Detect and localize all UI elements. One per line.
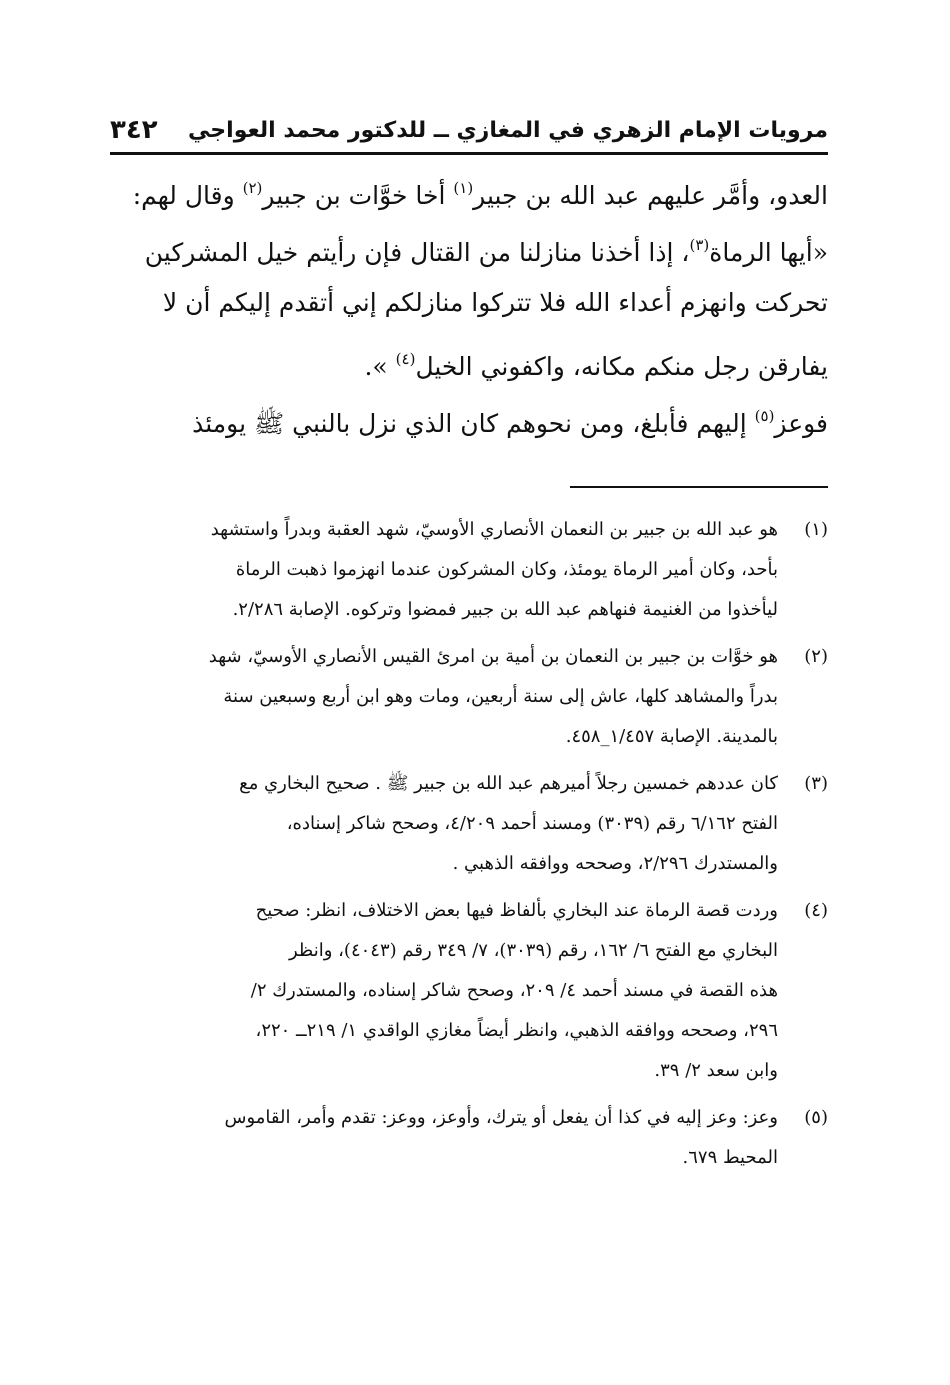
page-number: ٣٤٢ [110,115,158,145]
footnote-text [110,764,778,884]
footnote-number: (٤) [804,900,828,921]
footnote-line: وعز: وعز إليه في كذا أن يفعل أو يترك، وأوعز، ووعز: تقدم وأمر، القاموس [224,1107,778,1128]
running-header [110,108,828,155]
footnote-text [110,637,778,757]
footnote-marker: (٥) [754,407,775,425]
header-title: مرويات الإمام الزهري في المغازي ــ للدكتور محمد العواجي [188,117,828,143]
footnote-line: هو خوَّات بن جبير بن النعمان بن أمية بن امرئ القيس الأنصاري الأوسيّ، شهد [208,646,778,667]
footnotes [110,510,828,1185]
footnote-1 [110,510,828,630]
text-segment: إليهم فأبلغ، ومن نحوهم كان الذي نزل بالنبي ﷺ يومئذ [192,409,755,438]
footnote-number: (٥) [804,1107,828,1128]
footnote-number: (٣) [804,773,828,794]
footnote-line: وابن سعد ٢/ ٣٩. [654,1060,778,1081]
text-segment: ، إذا أخذنا منازلنا من القتال فإن رأيتم خيل المشركين [144,238,690,267]
footnote-text [110,1098,778,1178]
footnote-line: بالمدينة. الإصابة ١/٤٥٧_٤٥٨. [565,726,778,747]
footnote-line: كان عددهم خمسين رجلاً أميرهم عبد الله بن جبير ﷺ . صحيح البخاري مع [239,773,778,794]
footnote-marker: (٣) [689,236,710,254]
text-line [110,331,828,388]
footnote-line: المحيط ٦٧٩. [682,1147,778,1168]
footnote-line: بأحد، وكان أمير الرماة يومئذ، وكان المشركون عندما انهزموا ذهبت الرماة [235,559,778,580]
footnote-text [110,510,778,630]
text-segment: «أيها الرماة [709,238,828,267]
footnote-divider [570,486,828,488]
text-segment: ». [364,352,396,381]
footnote-number: (٢) [804,646,828,667]
footnote-line: وردت قصة الرماة عند البخاري بألفاظ فيها بعض الاختلاف، انظر: صحيح [255,900,778,921]
footnote-number: (١) [804,519,828,540]
footnote-line: ليأخذوا من الغنيمة فنهاهم عبد الله بن جبير فمضوا وتركوه. الإصابة ٢/٢٨٦. [232,599,778,620]
text-segment: وقال لهم: [132,181,243,210]
footnote-line: البخاري مع الفتح ٦/ ١٦٢، رقم (٣٠٣٩)، ٧/ ٣٤٩ رقم (٤٠٤٣)، وانظر [289,940,778,961]
footnote-line: هذه القصة في مسند أحمد ٤/ ٢٠٩، وصحح شاكر إسناده، والمستدرك ٢/ [250,980,778,1001]
text-line [110,160,828,217]
footnote-line: والمستدرك ٢/٢٩٦، وصححه ووافقه الذهبي . [452,853,778,874]
text-line [110,217,828,274]
footnote-line: هو عبد الله بن جبير بن النعمان الأنصاري الأوسيّ، شهد العقبة وبدراً واستشهد [210,519,778,540]
text-line [110,274,828,331]
footnote-3 [110,764,828,884]
footnote-marker: (١) [453,179,474,197]
footnote-marker: (٤) [395,350,416,368]
text-segment: فوعز [774,409,828,438]
footnote-5 [110,1098,828,1178]
footnote-line: ٢٩٦، وصححه ووافقه الذهبي، وانظر أيضاً مغازي الواقدي ١/ ٢١٩ــ ٢٢٠، [255,1020,778,1041]
text-segment: تحركت وانهزم أعداء الله فلا تتركوا منازلكم إني أتقدم إليكم أن لا [162,288,828,317]
footnote-text [110,891,778,1091]
text-segment: العدو، وأمَّر عليهم عبد الله بن جبير [473,181,828,210]
main-text [110,160,828,445]
text-segment: أخا خوَّات بن جبير [262,181,454,210]
text-line [110,388,828,445]
footnote-4 [110,891,828,1091]
footnote-line: بدراً والمشاهد كلها، عاش إلى سنة أربعين، ومات وهو ابن أربع وسبعين سنة [223,686,778,707]
text-segment: يفارقن رجل منكم مكانه، واكفوني الخيل [415,352,828,381]
footnote-2 [110,637,828,757]
footnote-marker: (٢) [242,179,263,197]
footnote-line: الفتح ٦/١٦٢ رقم (٣٠٣٩) ومسند أحمد ٤/٢٠٩، وصحح شاكر إسناده، [286,813,778,834]
